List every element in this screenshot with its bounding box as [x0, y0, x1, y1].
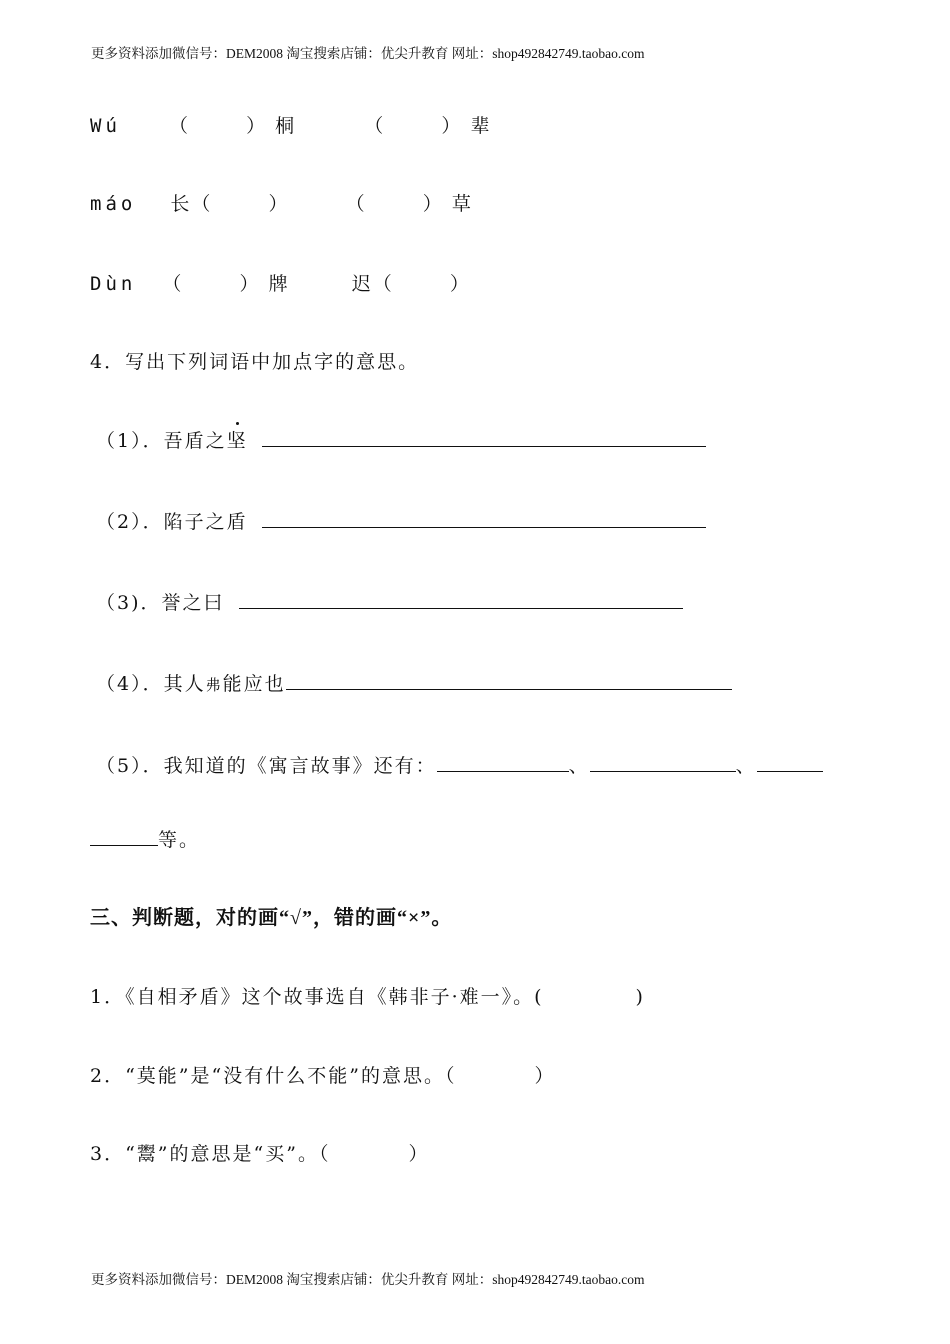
- item-number: （5）．: [96, 755, 164, 777]
- item-text: 2．“莫能”是“没有什么不能”的意思。（: [90, 1065, 457, 1087]
- answer-line[interactable]: [262, 509, 706, 528]
- page-header: 更多资料添加微信号：DEM2008 淘宝搜索店铺：优尖升教育 网址：shop492842749.taobao.com: [91, 46, 645, 61]
- pinyin-row-1: [90, 113, 491, 139]
- item-text: 誉之曰: [161, 592, 225, 614]
- paren-close: ）: [534, 1065, 556, 1087]
- pinyin-text: Dùn: [90, 273, 137, 295]
- q4-item-4: [96, 671, 732, 698]
- item-text: 其人: [163, 673, 206, 695]
- judge-item-3: [90, 1141, 429, 1167]
- paren-close: ）: [422, 193, 444, 215]
- answer-line[interactable]: [286, 671, 732, 690]
- pinyin-text: Wú: [90, 115, 121, 137]
- char: 牌: [268, 273, 290, 295]
- char: 迟（: [351, 273, 394, 295]
- paren-close: ）: [268, 193, 290, 215]
- q4-item-2: [96, 509, 706, 535]
- char: 辈: [470, 115, 492, 137]
- paren-close: ）: [441, 115, 463, 137]
- pinyin-row-3: [90, 271, 471, 297]
- paren-close: ）: [408, 1143, 430, 1165]
- char: 长（: [170, 193, 213, 215]
- paren-close: ）: [449, 273, 471, 295]
- separator: 、: [568, 755, 590, 777]
- answer-line[interactable]: [437, 753, 569, 772]
- char: 桐: [275, 115, 297, 137]
- item-number: （1）．: [96, 430, 164, 452]
- item-text: 能应也: [222, 673, 286, 695]
- pinyin-row-2: [90, 191, 473, 217]
- paren-open: （: [162, 273, 184, 295]
- item-text: 吾盾之: [163, 430, 227, 452]
- item-text: 等。: [158, 829, 201, 851]
- item-text: 我知道的《寓言故事》还有：: [163, 755, 437, 777]
- answer-line[interactable]: [239, 590, 683, 609]
- item-text: 1．《自相矛盾》这个故事选自《韩非子·难一》。(: [90, 986, 544, 1008]
- small-char: 弗: [205, 676, 223, 694]
- dotted-char: 坚: [226, 430, 248, 452]
- separator: 、: [735, 755, 757, 777]
- q4-item-3: [96, 590, 683, 616]
- section-3-title: 三、判断题，对的画“√”，错的画“×”。: [90, 907, 453, 929]
- item-number: （3)．: [96, 592, 162, 614]
- item-text: 陷子之盾: [163, 511, 248, 533]
- q4-item-5-cont: [90, 827, 200, 853]
- paren-open: （: [364, 115, 386, 137]
- answer-line[interactable]: [262, 428, 706, 447]
- paren-close: ): [635, 986, 645, 1008]
- answer-line[interactable]: [90, 827, 158, 846]
- page-footer: 更多资料添加微信号：DEM2008 淘宝搜索店铺：优尖升教育 网址：shop492842749.taobao.com: [91, 1272, 645, 1287]
- answer-line[interactable]: [757, 753, 823, 772]
- item-number: （4）．: [96, 673, 164, 695]
- char: 草: [451, 193, 473, 215]
- q4-item-5: [96, 753, 823, 779]
- judge-item-2: [90, 1063, 555, 1089]
- item-text: 3．“鬻”的意思是“买”。（: [90, 1143, 331, 1165]
- question-4-title: 4．写出下列词语中加点字的意思。: [90, 351, 420, 373]
- paren-close: ）: [239, 273, 261, 295]
- pinyin-text: máo: [90, 193, 137, 215]
- answer-line[interactable]: [590, 753, 736, 772]
- paren-open: （: [168, 115, 190, 137]
- q4-item-1: [96, 428, 706, 454]
- paren-open: （: [345, 193, 367, 215]
- judge-item-1: [90, 984, 645, 1010]
- paren-close: ）: [246, 115, 268, 137]
- item-number: （2）．: [96, 511, 164, 533]
